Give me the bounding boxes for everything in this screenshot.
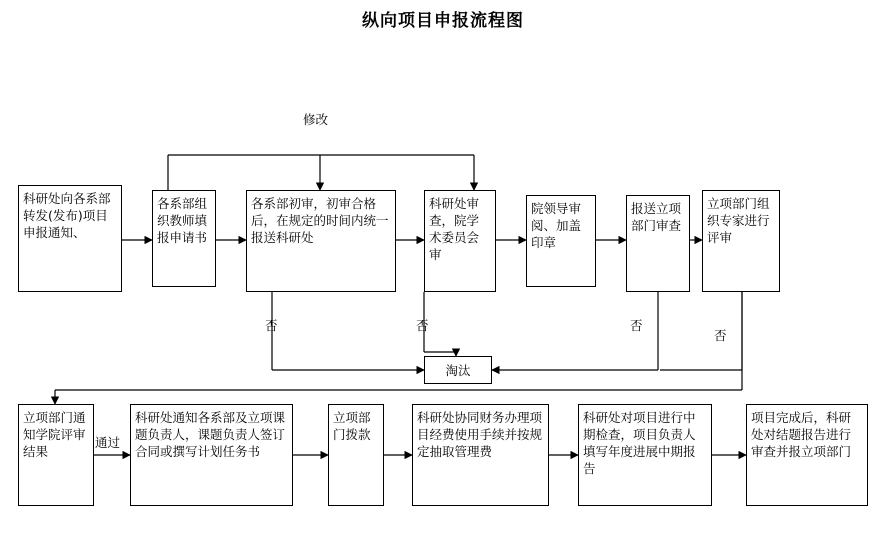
node-notify-departments-contract[interactable]: 科研处通知各系部及立项课题负责人，课题负责人签订合同或撰写计划任务书	[130, 404, 293, 506]
label-no-4: 否	[714, 328, 727, 343]
node-notify-evaluation-result[interactable]: 立项部门通知学院评审结果	[18, 404, 94, 506]
node-final-report-review[interactable]: 项目完成后，科研处对结题报告进行审查并报立项部门	[746, 404, 868, 506]
node-departments-organize-teachers[interactable]: 各系部组织教师填报申请书	[152, 190, 216, 287]
node-eliminated[interactable]: 淘汰	[424, 356, 492, 384]
node-expert-evaluation[interactable]: 立项部门组织专家进行评审	[702, 190, 780, 292]
node-leader-approval-seal[interactable]: 院领导审阅、加盖印章	[526, 195, 596, 287]
page-title: 纵向项目申报流程图	[362, 11, 524, 31]
label-modify: 修改	[303, 112, 329, 127]
node-midterm-inspection[interactable]: 科研处对项目进行中期检查，项目负责人填写年度进展中期报告	[578, 404, 712, 506]
node-research-office-forward[interactable]: 科研处向各系部转发(发布)项目申报通知、	[18, 185, 122, 292]
label-no-3: 否	[630, 318, 643, 333]
node-project-department-funding[interactable]: 立项部门拨款	[328, 404, 384, 506]
label-no-1: 否	[265, 318, 278, 333]
node-department-first-review[interactable]: 各系部初审，初审合格后，在规定的时间内统一报送科研处	[246, 190, 396, 292]
label-pass: 通过	[95, 435, 121, 450]
node-submit-to-project-department[interactable]: 报送立项部门审查	[626, 195, 690, 292]
label-no-2: 否	[416, 318, 429, 333]
node-research-office-review[interactable]: 科研处审查，院学术委员会审	[424, 190, 496, 292]
node-finance-procedures[interactable]: 科研处协同财务办理项目经费使用手续并按规定抽取管理费	[412, 404, 549, 506]
